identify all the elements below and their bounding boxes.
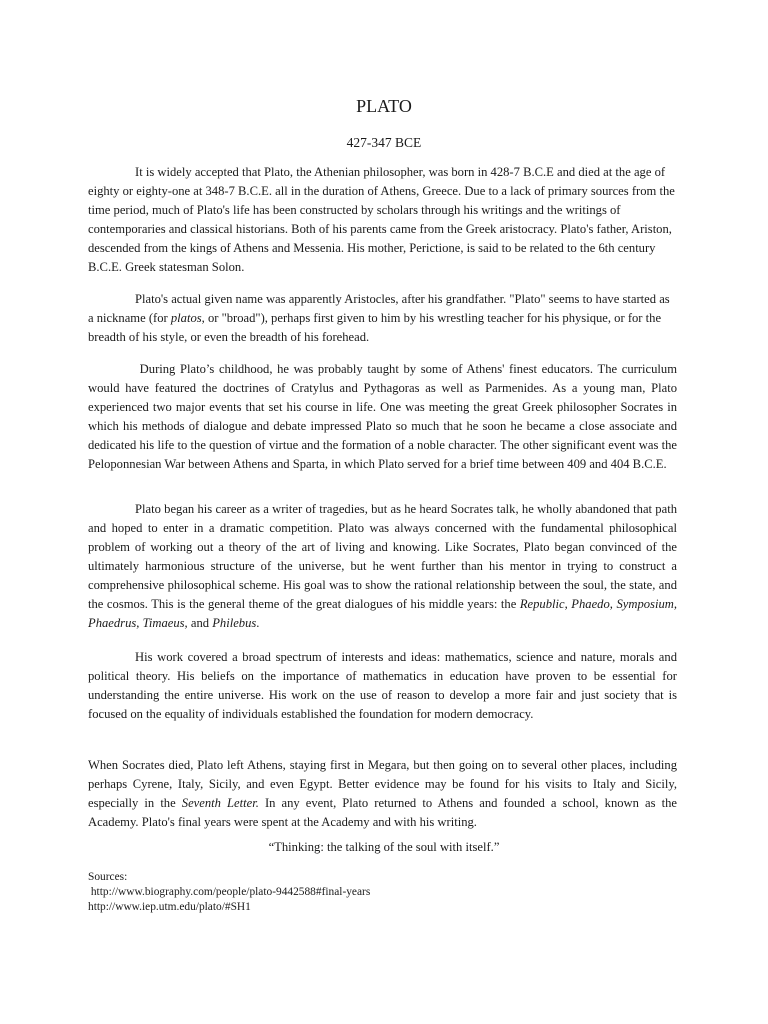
paragraph-career-works: Republic, Phaedo, Symposium, Phaedrus, Timaeus,	[88, 597, 677, 630]
paragraph-career-end: .	[256, 616, 260, 630]
sources-section	[88, 870, 688, 915]
paragraph-career-and: and	[187, 616, 213, 630]
paragraph-career	[88, 500, 677, 633]
lifespan-dates: 427-347 BCE	[346, 135, 422, 150]
page-title: PLATO	[356, 96, 412, 116]
sources-label: Sources:	[88, 871, 128, 883]
paragraph-birth: It is widely accepted that Plato, the Athenian philosopher, was born in 428-7 B.C.E and died at the age of eighty or eighty-one at 348-7 B.C.E. all in the duration of Athens, Greece. Due to a lack of primary sources from the time period, much of Plato's life has been constructed by scholars through his writings and the writings of contemporaries and classical historians. Both of his parents came from the Greek aristocracy. Plato's father, Ariston, descended from the kings of Athens and Messenia. His mother, Perictione, is said to be related to the 6th century B.C.E. Greek statesman Solon.	[88, 165, 675, 274]
paragraph-later-life-text-1: When Socrates died, Plato left Athens, staying first in Megara, but then going on to several other places, including perhaps Cyrene, Italy, Sicily, and even Egypt. Better evidence may be found for his visits to Italy and Sicily, especially in the	[88, 758, 677, 810]
paragraph-career-text: Plato began his career as a writer of tragedies, but as he heard Socrates talk, he wholly abandoned that path and hoped to enter in a dramatic competition. Plato was always concerned with the fundamental philosophical problem of working out a theory of the art of living and knowing. Like Socrates, Plato began convinced of the ultimately harmonious structure of the universe, but he went further than his mentor in trying to construct a comprehensive philosophical scheme. His goal was to show the rational relationship between the soul, the state, and the cosmos. This is the general theme of the great dialogues of his middle years: the	[88, 502, 677, 611]
paragraph-career-last-work: Philebus	[212, 616, 257, 630]
paragraph-later-life-italic: Seventh Letter.	[181, 796, 259, 810]
source-link-iep[interactable]: http://www.iep.utm.edu/plato/#SH1	[88, 901, 251, 913]
source-link-biography[interactable]: http://www.biography.com/people/plato-9442588#final-years	[88, 886, 371, 898]
paragraph-name-text-2: or "broad"), perhaps first given to him by his wrestling teacher for his physique, or for the breadth of his style, or even the breadth of his forehead.	[88, 311, 662, 344]
paragraph-later-life-text-2: In any event, Plato returned to Athens and founded a school, known as the Academy. Plato's final years were spent at the Academy and with his writing.	[88, 796, 677, 829]
paragraph-work: His work covered a broad spectrum of interests and ideas: mathematics, science and nature, morals and political theory. His beliefs on the importance of mathematics in education have proven to be essential for understanding the entire universe. His work on the use of reason to develop a more fair and just society that is focused on the equality of individuals established the foundation for modern democracy.	[88, 650, 677, 721]
paragraph-name	[88, 290, 677, 347]
paragraph-name-italic: platos,	[170, 311, 205, 325]
paragraph-childhood: During Plato’s childhood, he was probably taught by some of Athens' finest educators. The curriculum would have featured the doctrines of Cratylus and Pythagoras as well as Parmenides. As a young man, Plato experienced two major events that set his course in life. One was meeting the great Greek philosopher Socrates in which his methods of dialogue and debate impressed Plato so much that he soon he became a close associate and dedicated his life to the question of virtue and the formation of a noble character. The other significant event was the Peloponnesian War between Athens and Sparta, in which Plato served for a brief time between 409 and 404 B.C.E.	[88, 362, 681, 471]
paragraph-later-life	[88, 756, 677, 832]
closing-quote: “Thinking: the talking of the soul with itself.”	[268, 840, 500, 854]
paragraph-name-text-1: Plato's actual given name was apparently Aristocles, after his grandfather. "Plato" seems to have started as a nickname (for	[88, 292, 670, 325]
